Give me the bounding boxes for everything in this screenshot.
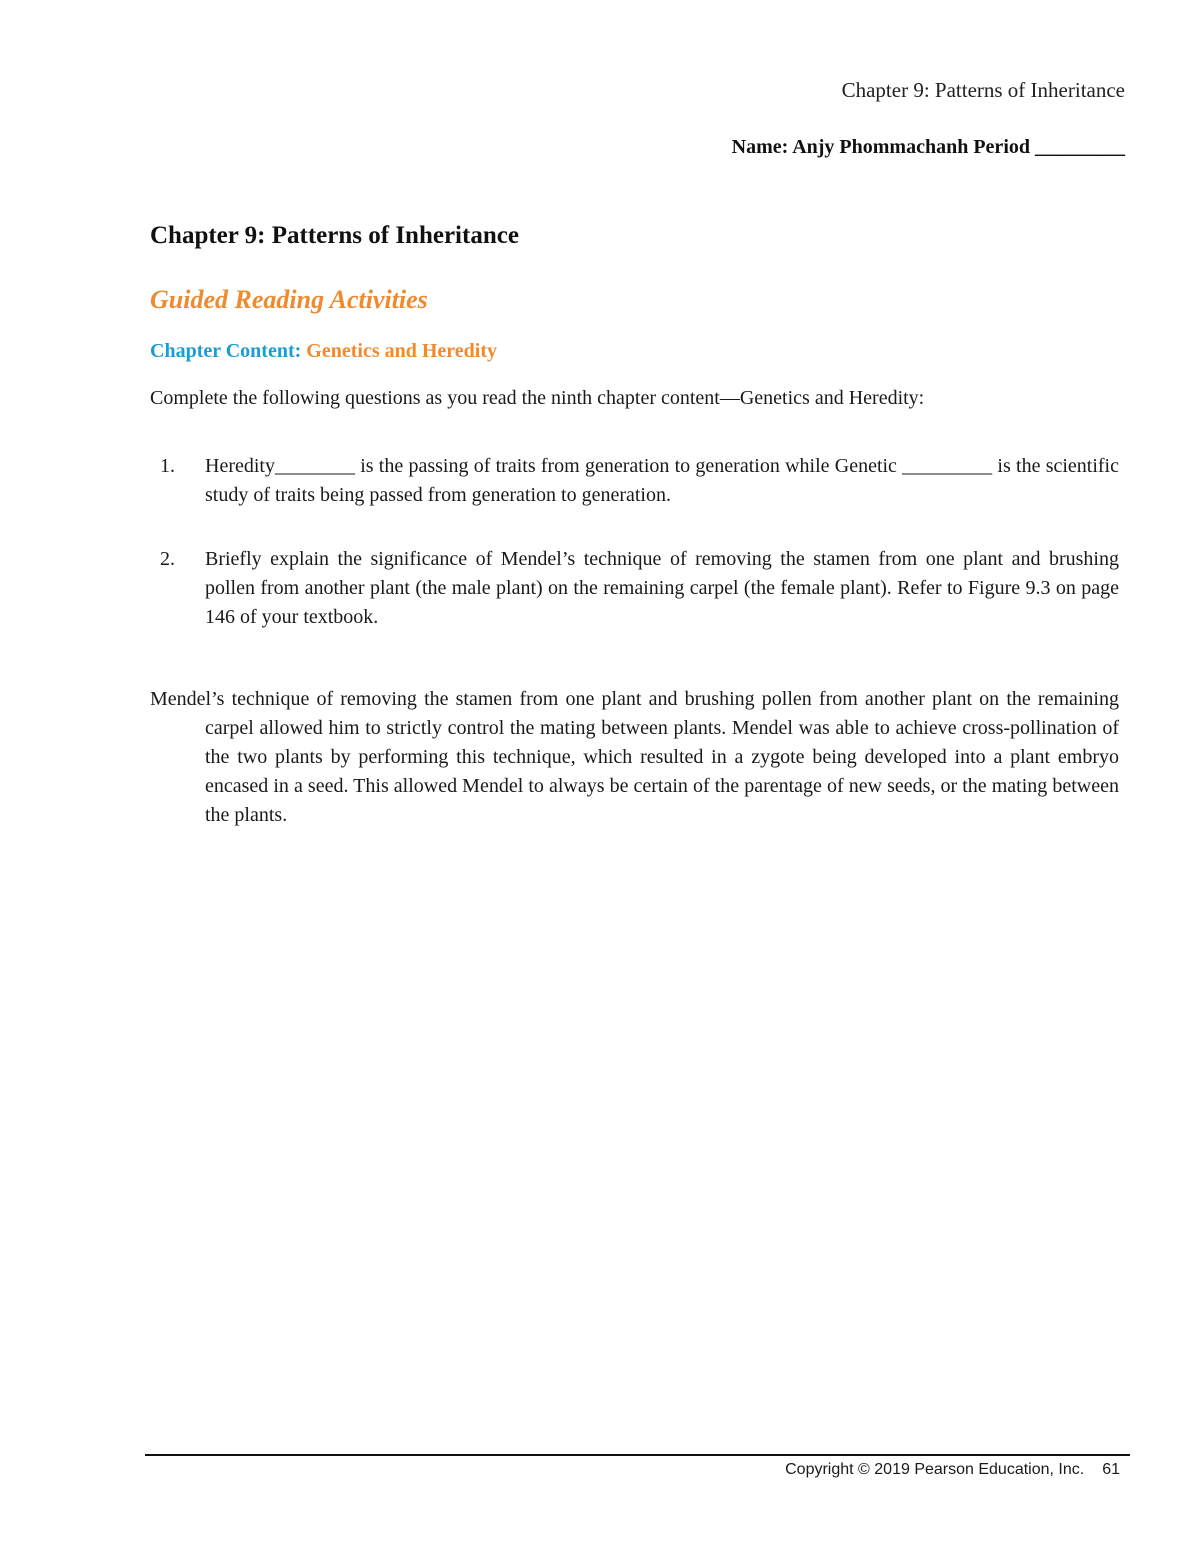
question-number: 2. — [160, 548, 175, 570]
content-label: Chapter Content: — [150, 340, 302, 362]
question-item — [150, 452, 1119, 510]
question-number: 1. — [160, 455, 175, 477]
content-topic: Genetics and Heredity — [306, 340, 498, 362]
chapter-title: Chapter 9: Patterns of Inheritance — [150, 222, 519, 249]
chapter-content-heading — [150, 340, 497, 363]
answer-paragraph: Mendel’s technique of removing the stamen from one plant and brushing pollen from another plant on the remaining carpel allowed him to strictly control the mating between plants. Mendel was able to achieve cross-pollination of the two plants by performing this technique, which resulted in a zygote being developed into a plant embryo encased in a seed. This allowed Mendel to always be certain of the parentage of new seeds, or the mating between the plants. — [150, 688, 1119, 826]
running-header: Chapter 9: Patterns of Inheritance — [841, 78, 1125, 102]
copyright-text: Copyright © 2019 Pearson Education, Inc. — [785, 1461, 1085, 1478]
question-text: Briefly explain the significance of Mendel’s technique of removing the stamen from one plant and brushing pollen from another plant (the male plant) on the remaining carpel (the female plant). Refer to Figure 9.3 on page 146 of your textbook. — [205, 548, 1119, 628]
footer-divider — [145, 1454, 1130, 1456]
question-item — [150, 545, 1119, 632]
instructions-text: Complete the following questions as you read the ninth chapter content—Genetics and Heredity: — [150, 387, 925, 409]
question-text: Heredity________ is the passing of traits from generation to generation while Genetic _________ is the scientific study of traits being passed from generation to generation. — [205, 455, 1119, 506]
student-name-line: Name: Anjy Phommachanh Period _________ — [731, 136, 1125, 158]
section-title: Guided Reading Activities — [150, 285, 428, 314]
page-number: 61 — [1102, 1461, 1120, 1478]
footer — [785, 1461, 1120, 1479]
